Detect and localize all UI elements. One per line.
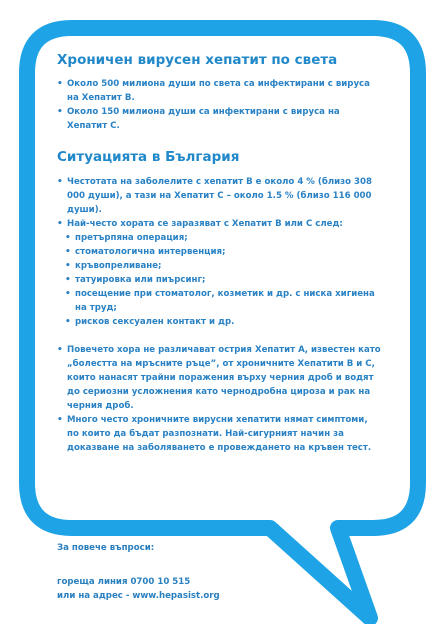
infection-causes-list: [57, 231, 382, 329]
list-item: • Около 150 милиона души са инфектирани с вируса на Хепатит С.: [57, 105, 382, 133]
spacer: [57, 329, 382, 343]
hotline-text: гореща линия 0700 10 515: [57, 577, 191, 587]
hepatitis-facts-list: [57, 343, 382, 455]
bulgaria-stats-list: [57, 175, 382, 231]
list-item: • кръвопреливане;: [65, 259, 382, 273]
list-item: • Много често хроничните вирусни хепатити нямат симптоми, по които да бъдат разпознати. Най-сигурният начин за доказване на заболяването е провеждането на кръвен тест.: [57, 413, 382, 455]
heading-world: Хроничен вирусен хепатит по света: [57, 52, 338, 68]
list-item: • татуировка или пиърсинг;: [65, 273, 382, 287]
list-item: • стоматологична интервенция;: [65, 245, 382, 259]
list-item: • претърпяна операция;: [65, 231, 382, 245]
main-content: [57, 52, 382, 455]
list-item: • Най-често хората се заразяват с Хепатит В или С след:: [57, 217, 382, 231]
list-item: • Честотата на заболелите с хепатит В е около 4 % (близо 308 000 души), а тази на Хепатит С – около 1.5 % (близо 116 000 души).: [57, 175, 382, 217]
website-text: или на адрес - www.hepasist.org: [57, 591, 220, 601]
list-item: • Около 500 милиона души по света са инфектирани с вируса на Хепатит В.: [57, 77, 382, 105]
list-item: • посещение при стоматолог, козметик и др. с ниска хигиена на труд;: [65, 287, 382, 315]
world-stats-list: [57, 77, 382, 133]
contact-footer: [57, 541, 317, 603]
list-item: • рисков сексуален контакт и др.: [65, 315, 382, 329]
questions-label: За повече въпроси:: [57, 543, 155, 553]
spacer: [57, 555, 317, 575]
list-item: • Повечето хора не различават острия Хепатит А, известен като „болестта на мръсните ръце”, от хроничните Хепатити В и С, които нанасят трайни поражения върху черния дроб и водят до сериозни усложнения като чернодробна цироза и рак на черния дроб.: [57, 343, 382, 413]
heading-bulgaria: Ситуацията в България: [57, 149, 240, 166]
